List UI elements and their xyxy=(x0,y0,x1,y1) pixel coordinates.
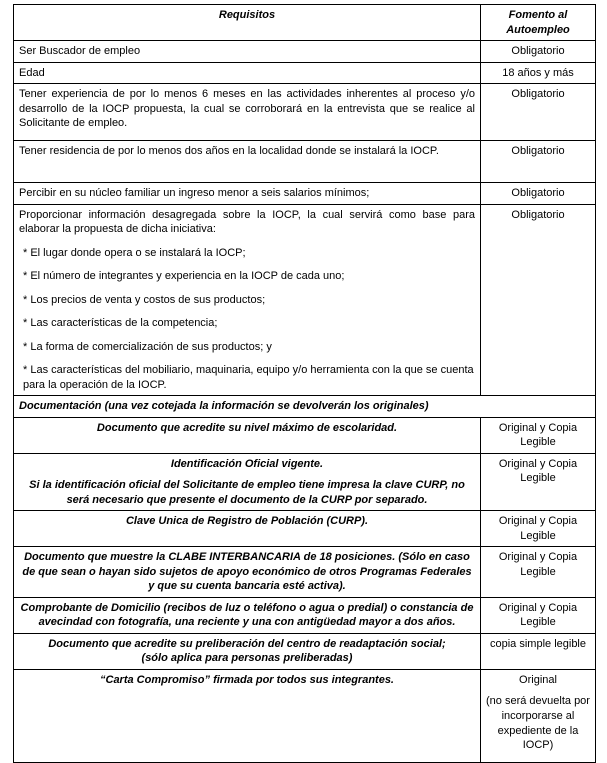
info-bullet: * La forma de comercialización de sus productos; y xyxy=(23,340,272,353)
document-line: Clave Unica de Registro de Población (CURP). xyxy=(125,515,369,528)
requirement-text: Ser Buscador de empleo xyxy=(14,41,481,63)
document-value: Original y Copia Legible xyxy=(481,511,596,547)
table-row-document xyxy=(14,633,596,669)
info-bullet: * El lugar donde opera o se instalará la IOCP; xyxy=(23,246,246,259)
document-value-cell xyxy=(481,669,596,762)
document-text xyxy=(14,453,481,511)
table-row-document xyxy=(14,511,596,547)
document-line: Si la identificación oficial del Solicitante de empleo tiene impresa la clave CURP, no será necesario que presente el documento de la CURP por separado. xyxy=(29,479,465,506)
requirement-text: Percibir en su núcleo familiar un ingreso menor a seis salarios mínimos; xyxy=(14,183,481,205)
requirement-value: Obligatorio xyxy=(481,183,596,205)
info-bullet: * Las características de la competencia; xyxy=(23,317,218,330)
document-value: Original y Copia Legible xyxy=(481,597,596,633)
document-text xyxy=(14,547,481,598)
document-line: “Carta Compromiso” firmada por todos sus integrantes. xyxy=(100,673,394,686)
document-text xyxy=(14,597,481,633)
table-row xyxy=(14,141,596,183)
info-bullet: * Los precios de venta y costos de sus productos; xyxy=(23,293,266,306)
header-cell-fomento: Fomento al Autoempleo xyxy=(481,5,596,41)
requirements-table xyxy=(13,4,596,763)
info-intro-text: Proporcionar información desagregada sobre la IOCP, la cual servirá como base para elaborar la propuesta de dicha iniciativa: xyxy=(19,208,475,236)
info-requirement-value: Obligatorio xyxy=(481,204,596,396)
requirement-value: Obligatorio xyxy=(481,41,596,63)
header-cell-requisitos: Requisitos xyxy=(14,5,481,41)
table-header-row xyxy=(14,5,596,41)
document-value: Original y Copia Legible xyxy=(481,417,596,453)
document-line: (sólo aplica para personas preliberadas) xyxy=(141,652,353,665)
document-line: Documento que acredite su nivel máximo de escolaridad. xyxy=(96,421,398,434)
requirement-value: 18 años y más xyxy=(481,62,596,84)
document-line: Documento que muestre la CLABE INTERBANCARIA de 18 posiciones. (Sólo en caso de que sean o hayan sido sujetos de apoyo económico de otros Programas Federales y que su cuenta bancaria esté activa). xyxy=(22,551,472,593)
document-line: Identificación Oficial vigente. xyxy=(170,457,324,470)
table-row xyxy=(14,41,596,63)
table-row-document xyxy=(14,453,596,511)
document-text xyxy=(14,633,481,669)
info-bullet: * El número de integrantes y experiencia en la IOCP de cada uno; xyxy=(23,270,345,283)
document-value-note: (no será devuelta por incorporarse al expediente de la IOCP) xyxy=(486,695,590,752)
documentation-banner-row xyxy=(14,396,596,418)
requirement-value: Obligatorio xyxy=(481,84,596,141)
table-row xyxy=(14,84,596,141)
table-row-document xyxy=(14,417,596,453)
table-row-document xyxy=(14,669,596,762)
document-text xyxy=(14,417,481,453)
document-value: Original xyxy=(519,673,557,686)
requirement-text: Tener residencia de por lo menos dos años en la localidad donde se instalará la IOCP. xyxy=(14,141,481,183)
documentation-banner: Documentación (una vez cotejada la información se devolverán los originales) xyxy=(14,396,596,418)
requirement-text: Edad xyxy=(14,62,481,84)
document-text xyxy=(14,511,481,547)
table-row xyxy=(14,62,596,84)
requirement-text: Tener experiencia de por lo menos 6 meses en las actividades inherentes al proceso y/o desarrollo de la IOCP propuesta, la cual se corroborará en la entrevista que se realice al Solicitante de empleo. xyxy=(14,84,481,141)
table-row-document xyxy=(14,547,596,598)
requirement-value: Obligatorio xyxy=(481,141,596,183)
document-value: Original y Copia Legible xyxy=(481,453,596,511)
info-requirement-cell xyxy=(14,204,481,396)
table-row-info xyxy=(14,204,596,396)
info-bullet: * Las características del mobiliario, maquinaria, equipo y/o herramienta con la que se cuenta para la operación de la IOCP. xyxy=(23,364,474,391)
document-line: Documento que acredite su preliberación del centro de readaptación social; xyxy=(48,637,446,650)
document-value: copia simple legible xyxy=(481,633,596,669)
table-row xyxy=(14,183,596,205)
document-value: Original y Copia Legible xyxy=(481,547,596,598)
document-line: Comprobante de Domicilio (recibos de luz o teléfono o agua o predial) o constancia de avecindad con fotografía, una reciente y una con antigüedad mayor a dos años. xyxy=(20,601,474,629)
document-text xyxy=(14,669,481,762)
table-row-document xyxy=(14,597,596,633)
